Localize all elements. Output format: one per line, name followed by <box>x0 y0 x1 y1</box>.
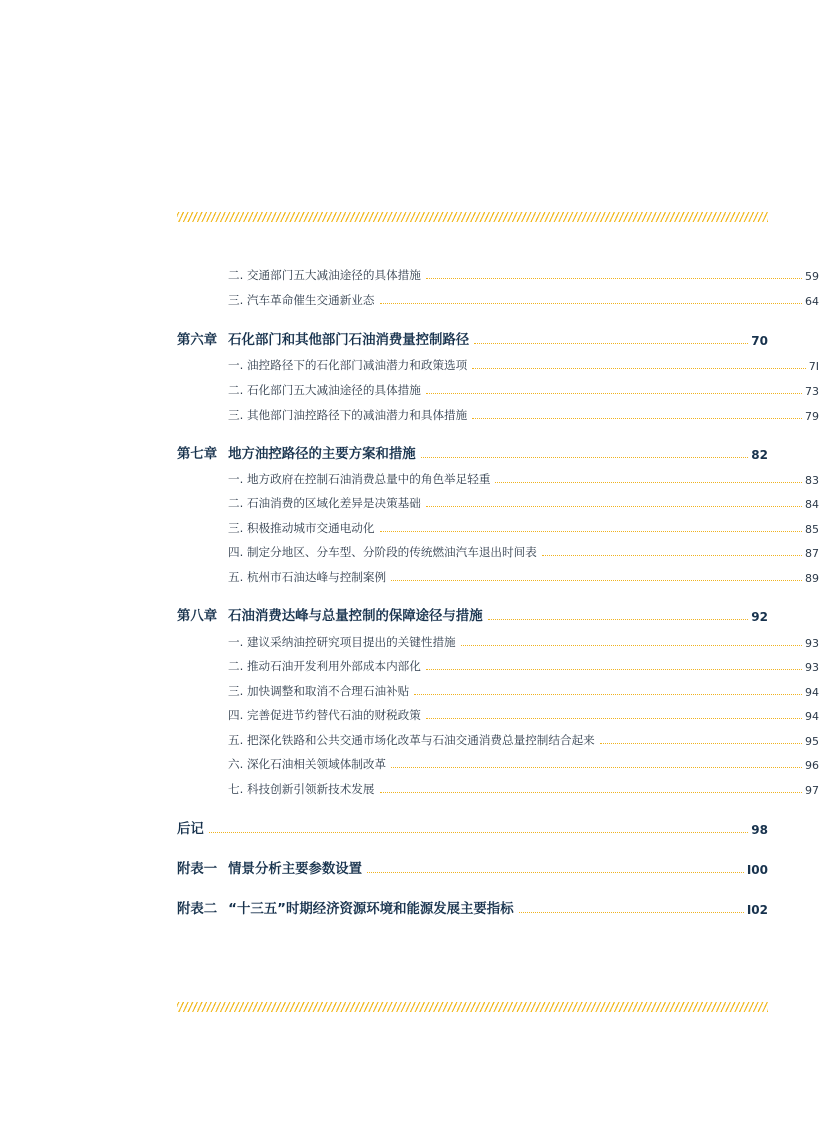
toc-entry[interactable] <box>177 378 819 398</box>
toc-entry-title: 二. 石油消费的区域化差异是决策基础 <box>228 496 421 510</box>
toc-entry[interactable] <box>177 630 819 650</box>
toc-entry-title: 二. 推动石油开发利用外部成本内部化 <box>228 659 421 673</box>
toc-chapter-entry[interactable] <box>177 857 768 877</box>
chapter-number: 第七章 <box>177 447 218 462</box>
toc-page-number: 87 <box>805 547 819 560</box>
toc-page-number: 94 <box>805 686 819 699</box>
dot-leader <box>380 531 803 532</box>
dot-leader <box>426 718 802 719</box>
toc-page-number: 89 <box>805 572 819 585</box>
dot-leader <box>426 278 802 279</box>
appendix-number: 附表二 <box>177 902 218 917</box>
toc-entry[interactable] <box>177 679 819 699</box>
dot-leader <box>391 767 802 768</box>
dot-leader <box>542 555 802 556</box>
toc-entry-title: 三. 其他部门油控路径下的减油潜力和具体措施 <box>228 408 468 422</box>
chapter-title: 地方油控路径的主要方案和措施 <box>228 447 416 462</box>
chapter-title: “十三五”时期经济资源环境和能源发展主要指标 <box>228 902 514 917</box>
toc-entry-title: 一. 油控路径下的石化部门减油潜力和政策选项 <box>228 358 468 372</box>
dot-leader <box>391 580 802 581</box>
toc-entry-title: 一. 建议采纳油控研究项目提出的关键性措施 <box>228 635 456 649</box>
chapter-title: 后记 <box>177 822 204 837</box>
dot-leader <box>380 792 803 793</box>
toc-entry-title: 二. 交通部门五大减油途径的具体措施 <box>228 268 421 282</box>
toc-page-number: 93 <box>805 637 819 650</box>
toc-chapter-entry[interactable] <box>177 328 768 348</box>
dot-leader <box>495 482 802 483</box>
toc-entry[interactable] <box>177 540 819 560</box>
toc-page-number: 93 <box>805 661 819 674</box>
toc-entry-title: 二. 石化部门五大减油途径的具体措施 <box>228 383 421 397</box>
toc-entry-title: 一. 地方政府在控制石油消费总量中的角色举足轻重 <box>228 472 491 486</box>
dot-leader <box>414 694 802 695</box>
toc-page-number: 82 <box>751 448 768 462</box>
toc-chapter-entry[interactable] <box>177 604 768 624</box>
chapter-title: 石化部门和其他部门石油消费量控制路径 <box>228 333 470 348</box>
dot-leader <box>380 303 803 304</box>
toc-page-number: 83 <box>805 474 819 487</box>
toc-page-number: 85 <box>805 523 819 536</box>
toc-entry[interactable] <box>177 491 819 511</box>
dot-leader <box>461 645 802 646</box>
toc-page-number: 59 <box>805 270 819 283</box>
toc-page-number: 7I <box>808 360 819 373</box>
toc-page-number: 95 <box>805 735 819 748</box>
toc-entry-title: 三. 加快调整和取消不合理石油补贴 <box>228 684 410 698</box>
toc-entry[interactable] <box>177 654 819 674</box>
toc-entry-title: 六. 深化石油相关领域体制改革 <box>228 757 387 771</box>
toc-page-number: 94 <box>805 710 819 723</box>
dot-leader <box>600 743 802 744</box>
toc-entry[interactable] <box>177 288 819 308</box>
toc-chapter-entry[interactable] <box>177 442 768 462</box>
toc-chapter-entry[interactable] <box>177 817 768 837</box>
appendix-number: 附表一 <box>177 862 218 877</box>
toc-page-number: 97 <box>805 784 819 797</box>
toc-page-number: I00 <box>746 863 768 877</box>
dot-leader <box>421 457 749 458</box>
toc-entry[interactable] <box>177 403 819 423</box>
toc-page-number: 64 <box>805 295 819 308</box>
decorative-hatch-band-bottom <box>177 1002 768 1012</box>
chapter-number: 第八章 <box>177 609 218 624</box>
toc-entry[interactable] <box>177 728 819 748</box>
chapter-title: 情景分析主要参数设置 <box>228 862 363 877</box>
chapter-title: 石油消费达峰与总量控制的保障途径与措施 <box>228 609 483 624</box>
toc-page-number: 70 <box>751 334 768 348</box>
toc-entry[interactable] <box>177 516 819 536</box>
dot-leader <box>474 343 748 344</box>
dot-leader <box>472 418 802 419</box>
toc-page-number: 98 <box>751 823 768 837</box>
dot-leader <box>426 669 802 670</box>
toc-page-number: 84 <box>805 498 819 511</box>
toc-entry-title: 四. 完善促进节约替代石油的财税政策 <box>228 708 421 722</box>
dot-leader <box>488 619 749 620</box>
dot-leader <box>426 506 802 507</box>
dot-leader <box>367 872 744 873</box>
toc-page-number: 92 <box>751 610 768 624</box>
dot-leader <box>426 393 802 394</box>
toc-page-number: 79 <box>805 410 819 423</box>
toc-entry-title: 四. 制定分地区、分车型、分阶段的传统燃油汽车退出时间表 <box>228 545 537 559</box>
toc-entry[interactable] <box>177 777 819 797</box>
chapter-number: 第六章 <box>177 333 218 348</box>
toc-page-number: 96 <box>805 759 819 772</box>
toc-entry[interactable] <box>177 353 819 373</box>
toc-entry[interactable] <box>177 565 819 585</box>
toc-entry-title: 五. 把深化铁路和公共交通市场化改革与石油交通消费总量控制结合起来 <box>228 733 595 747</box>
toc-chapter-entry[interactable] <box>177 897 768 917</box>
toc-entry[interactable] <box>177 703 819 723</box>
toc-entry-title: 三. 积极推动城市交通电动化 <box>228 521 375 535</box>
dot-leader <box>472 368 806 369</box>
dot-leader <box>519 912 744 913</box>
toc-entry[interactable] <box>177 467 819 487</box>
toc-entry-title: 七. 科技创新引领新技术发展 <box>228 782 375 796</box>
toc-page-number: I02 <box>746 903 768 917</box>
toc-page-number: 73 <box>805 385 819 398</box>
toc-entry[interactable] <box>177 752 819 772</box>
dot-leader <box>209 832 749 833</box>
toc-entry[interactable] <box>177 263 819 283</box>
toc-entry-title: 三. 汽车革命催生交通新业态 <box>228 293 375 307</box>
toc-entry-title: 五. 杭州市石油达峰与控制案例 <box>228 570 387 584</box>
